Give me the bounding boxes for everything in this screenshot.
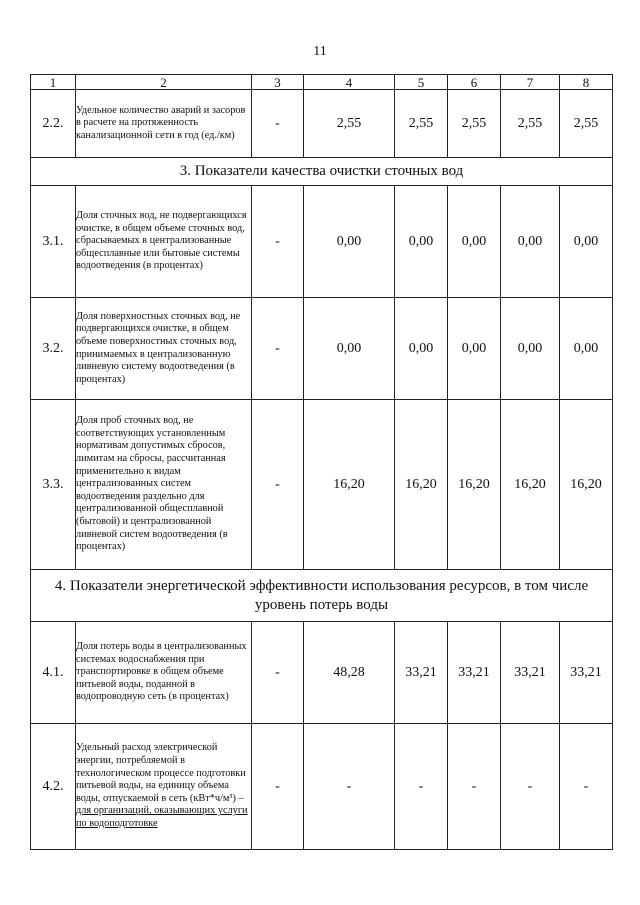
table-row xyxy=(31,622,613,724)
row-description: Доля потерь воды в централизованных системах водоснабжения при транспортировке в общем объеме питьевой воды, поданной в водопроводную сеть (в процентах) xyxy=(76,622,252,724)
value-cell: - xyxy=(560,724,613,850)
section-heading-row xyxy=(31,158,613,186)
row-unit: - xyxy=(252,622,304,724)
value-cell: 33,21 xyxy=(395,622,448,724)
value-cell: 0,00 xyxy=(448,186,501,298)
row-description-text: Удельный расход электрической энергии, потребляемой в технологическом процессе подготовки питьевой воды, на единицу объема воды, отпускаемой в сеть (кВт*ч/м³) – xyxy=(76,742,246,804)
row-unit: - xyxy=(252,186,304,298)
value-cell: 2,55 xyxy=(448,90,501,158)
value-cell: 2,55 xyxy=(560,90,613,158)
value-cell: 0,00 xyxy=(560,298,613,400)
section-heading-row xyxy=(31,570,613,622)
header-cell: 6 xyxy=(448,75,501,90)
row-number: 4.2. xyxy=(31,724,76,850)
row-number: 3.3. xyxy=(31,400,76,570)
header-cell: 8 xyxy=(560,75,613,90)
value-cell: 0,00 xyxy=(560,186,613,298)
value-cell: 0,00 xyxy=(304,186,395,298)
table-row xyxy=(31,724,613,850)
value-cell: - xyxy=(448,724,501,850)
value-cell: 2,55 xyxy=(304,90,395,158)
value-cell: - xyxy=(395,724,448,850)
value-cell: 16,20 xyxy=(304,400,395,570)
row-description xyxy=(76,724,252,850)
row-unit: - xyxy=(252,90,304,158)
row-number: 4.1. xyxy=(31,622,76,724)
value-cell: 16,20 xyxy=(395,400,448,570)
value-cell: 0,00 xyxy=(501,298,560,400)
value-cell: - xyxy=(304,724,395,850)
row-number: 2.2. xyxy=(31,90,76,158)
table-row xyxy=(31,186,613,298)
row-description: Доля проб сточных вод, не соответствующих установленным нормативам допустимых сбросов, лимитам на сбросы, рассчитанная применительно к видам централизованных систем водоотведения раздельно для централизованной общесплавной (бытовой) и централизованной ливневой систем водоотведения (в процентах) xyxy=(76,400,252,570)
value-cell: 2,55 xyxy=(395,90,448,158)
row-unit: - xyxy=(252,298,304,400)
value-cell: 33,21 xyxy=(501,622,560,724)
value-cell: 0,00 xyxy=(304,298,395,400)
table-row xyxy=(31,90,613,158)
value-cell: 0,00 xyxy=(395,298,448,400)
row-number: 3.1. xyxy=(31,186,76,298)
section-heading: 3. Показатели качества очистки сточных вод xyxy=(31,158,613,186)
value-cell: 33,21 xyxy=(448,622,501,724)
table-row xyxy=(31,400,613,570)
header-cell: 1 xyxy=(31,75,76,90)
value-cell: 2,55 xyxy=(501,90,560,158)
row-number: 3.2. xyxy=(31,298,76,400)
row-description: Доля поверхностных сточных вод, не подвергающихся очистке, в общем объеме поверхностных сточных вод, принимаемых в централизованную ливневую систему водоотведения (в процентах) xyxy=(76,298,252,400)
header-cell: 2 xyxy=(76,75,252,90)
header-cell: 5 xyxy=(395,75,448,90)
value-cell: 48,28 xyxy=(304,622,395,724)
row-unit: - xyxy=(252,724,304,850)
value-cell: 33,21 xyxy=(560,622,613,724)
page-number: 11 xyxy=(313,44,327,59)
table-header-row xyxy=(31,75,613,90)
indicators-table xyxy=(30,74,613,850)
row-description: Доля сточных вод, не подвергающихся очистке, в общем объеме сточных вод, сбрасываемых в централизованные общесплавные или бытовые системы водоотведения (в процентах) xyxy=(76,186,252,298)
value-cell: 0,00 xyxy=(501,186,560,298)
table-row xyxy=(31,298,613,400)
row-unit: - xyxy=(252,400,304,570)
header-cell: 4 xyxy=(304,75,395,90)
section-heading: 4. Показатели энергетической эффективности использования ресурсов, в том числе уровень потерь воды xyxy=(31,570,613,622)
value-cell: - xyxy=(501,724,560,850)
value-cell: 16,20 xyxy=(560,400,613,570)
value-cell: 0,00 xyxy=(448,298,501,400)
row-description: Удельное количество аварий и засоров в расчете на протяженность канализационной сети в год (ед./км) xyxy=(76,90,252,158)
header-cell: 3 xyxy=(252,75,304,90)
row-description-underlined: для организаций, оказывающих услуги по водоподготовке xyxy=(76,805,248,829)
header-cell: 7 xyxy=(501,75,560,90)
value-cell: 16,20 xyxy=(501,400,560,570)
value-cell: 16,20 xyxy=(448,400,501,570)
value-cell: 0,00 xyxy=(395,186,448,298)
